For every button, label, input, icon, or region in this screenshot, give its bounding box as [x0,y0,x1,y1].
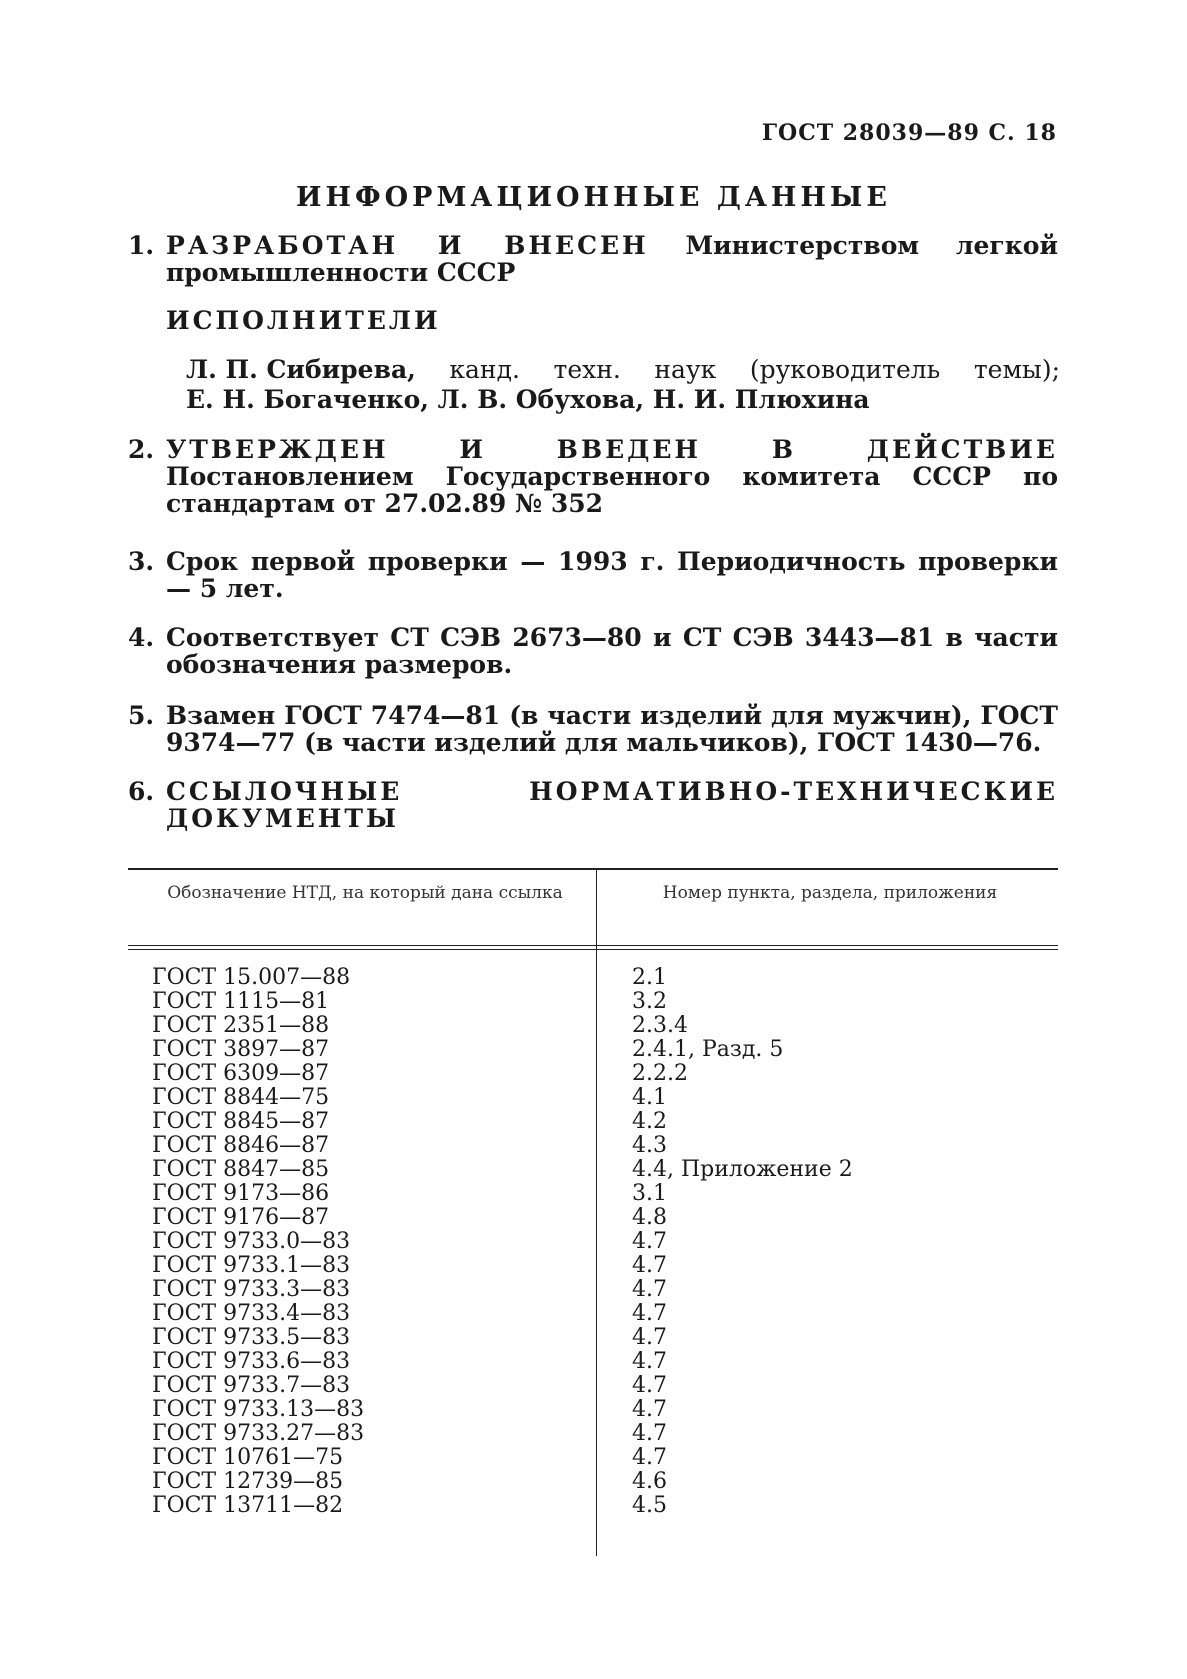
table-cell-designation: ГОСТ 9176—87 [152,1205,330,1230]
table-column-divider [596,868,597,1556]
table-header-rule [128,945,1058,950]
table-cell-designation: ГОСТ 8845—87 [152,1109,330,1134]
table-cell-clause: 4.7 [632,1373,667,1398]
item-text: Министерством легкой промышленности СССР [166,231,1058,287]
table-cell-designation: ГОСТ 9733.3—83 [152,1277,351,1302]
item-number: 3. [128,547,155,576]
table-cell-designation: ГОСТ 9733.4—83 [152,1301,351,1326]
executors-heading: ИСПОЛНИТЕЛИ [166,306,441,335]
info-item-6 [128,778,1058,832]
table-cell-clause: 4.7 [632,1397,667,1422]
table-cell-clause: 2.2.2 [632,1061,688,1086]
table-cell-designation: ГОСТ 9733.5—83 [152,1325,351,1350]
table-cell-clause: 2.4.1, Разд. 5 [632,1037,784,1062]
table-cell-clause: 4.1 [632,1085,667,1110]
table-cell-clause: 4.3 [632,1133,667,1158]
table-cell-clause: 4.8 [632,1205,667,1230]
table-cell-clause: 4.5 [632,1493,667,1518]
table-header-designation: Обозначение НТД, на который дана ссылка [167,883,563,903]
document-reference: ГОСТ 28039—89 С. 18 [761,120,1057,146]
table-cell-designation: ГОСТ 8846—87 [152,1133,330,1158]
item-caps: УТВЕРЖДЕН И ВВЕДЕН В ДЕЙСТВИЕ [166,435,1058,464]
table-cell-clause: 2.3.4 [632,1013,688,1038]
executor-lead: Л. П. Сибирева, [186,355,416,384]
table-header-clause: Номер пункта, раздела, приложения [662,883,998,903]
item-text: Срок первой проверки — 1993 г. Периодичность проверки — 5 лет. [166,547,1058,603]
table-cell-designation: ГОСТ 9733.13—83 [152,1397,365,1422]
table-cell-clause: 4.7 [632,1421,667,1446]
table-cell-clause: 3.2 [632,989,667,1014]
table-cell-clause: 4.2 [632,1109,667,1134]
item-caps: ССЫЛОЧНЫЕ НОРМАТИВНО-ТЕХНИЧЕСКИЕ ДОКУМЕНТЫ [166,777,1058,833]
item-number: 4. [128,623,155,652]
executor-title-part: канд. [449,355,520,384]
executor-title-part: техн. [553,355,621,384]
page-title: ИНФОРМАЦИОННЫЕ ДАННЫЕ [296,182,891,213]
table-column-clauses [632,966,853,1518]
table-cell-clause: 4.7 [632,1301,667,1326]
item-text: Соответствует СТ СЭВ 2673—80 и СТ СЭВ 3443—81 в части обозначения размеров. [166,623,1058,679]
table-cell-designation: ГОСТ 3897—87 [152,1037,330,1062]
table-cell-designation: ГОСТ 15.007—88 [152,965,351,990]
item-number: 2. [128,435,155,464]
executor-title-part: наук [654,355,717,384]
table-cell-designation: ГОСТ 1115—81 [152,989,330,1014]
table-cell-clause: 4.7 [632,1277,667,1302]
item-caps: РАЗРАБОТАН И ВНЕСЕН [166,231,649,260]
table-cell-clause: 4.4, Приложение 2 [632,1157,853,1182]
executors-list [186,355,1060,415]
item-number: 5. [128,701,155,730]
table-cell-designation: ГОСТ 9733.27—83 [152,1421,365,1446]
item-text: Взамен ГОСТ 7474—81 (в части изделий для мужчин), ГОСТ 9374—77 (в части изделий для мальчиков), ГОСТ 1430—76. [166,701,1058,757]
info-item-3 [128,548,1058,602]
table-cell-clause: 4.6 [632,1469,667,1494]
executor-others: Е. Н. Богаченко, Л. В. Обухова, Н. И. Плюхина [186,385,870,414]
table-cell-clause: 2.1 [632,965,667,990]
info-item-2 [128,436,1058,517]
table-cell-designation: ГОСТ 9173—86 [152,1181,330,1206]
table-cell-designation: ГОСТ 8844—75 [152,1085,330,1110]
executor-title-part: (руководитель [749,355,941,384]
table-cell-designation: ГОСТ 2351—88 [152,1013,330,1038]
table-cell-clause: 4.7 [632,1349,667,1374]
table-cell-designation: ГОСТ 8847—85 [152,1157,330,1182]
table-cell-designation: ГОСТ 6309—87 [152,1061,330,1086]
table-cell-clause: 4.7 [632,1325,667,1350]
table-column-designations [152,966,364,1518]
info-item-4 [128,624,1058,678]
table-cell-designation: ГОСТ 9733.0—83 [152,1229,351,1254]
table-cell-clause: 4.7 [632,1445,667,1470]
table-top-rule [128,868,1058,870]
table-cell-designation: ГОСТ 10761—75 [152,1445,344,1470]
table-cell-designation: ГОСТ 9733.6—83 [152,1349,351,1374]
table-cell-designation: ГОСТ 13711—82 [152,1493,344,1518]
info-item-5 [128,702,1058,756]
item-number: 6. [128,777,155,806]
table-cell-designation: ГОСТ 12739—85 [152,1469,344,1494]
item-text: Постановлением Государственного комитета СССР по стандартам от 27.02.89 № 352 [166,462,1058,518]
table-cell-clause: 3.1 [632,1181,667,1206]
item-number: 1. [128,231,155,260]
executor-title-part: темы); [973,355,1060,384]
table-cell-clause: 4.7 [632,1253,667,1278]
info-item-1 [128,232,1058,286]
table-cell-designation: ГОСТ 9733.7—83 [152,1373,351,1398]
table-cell-designation: ГОСТ 9733.1—83 [152,1253,351,1278]
table-cell-clause: 4.7 [632,1229,667,1254]
